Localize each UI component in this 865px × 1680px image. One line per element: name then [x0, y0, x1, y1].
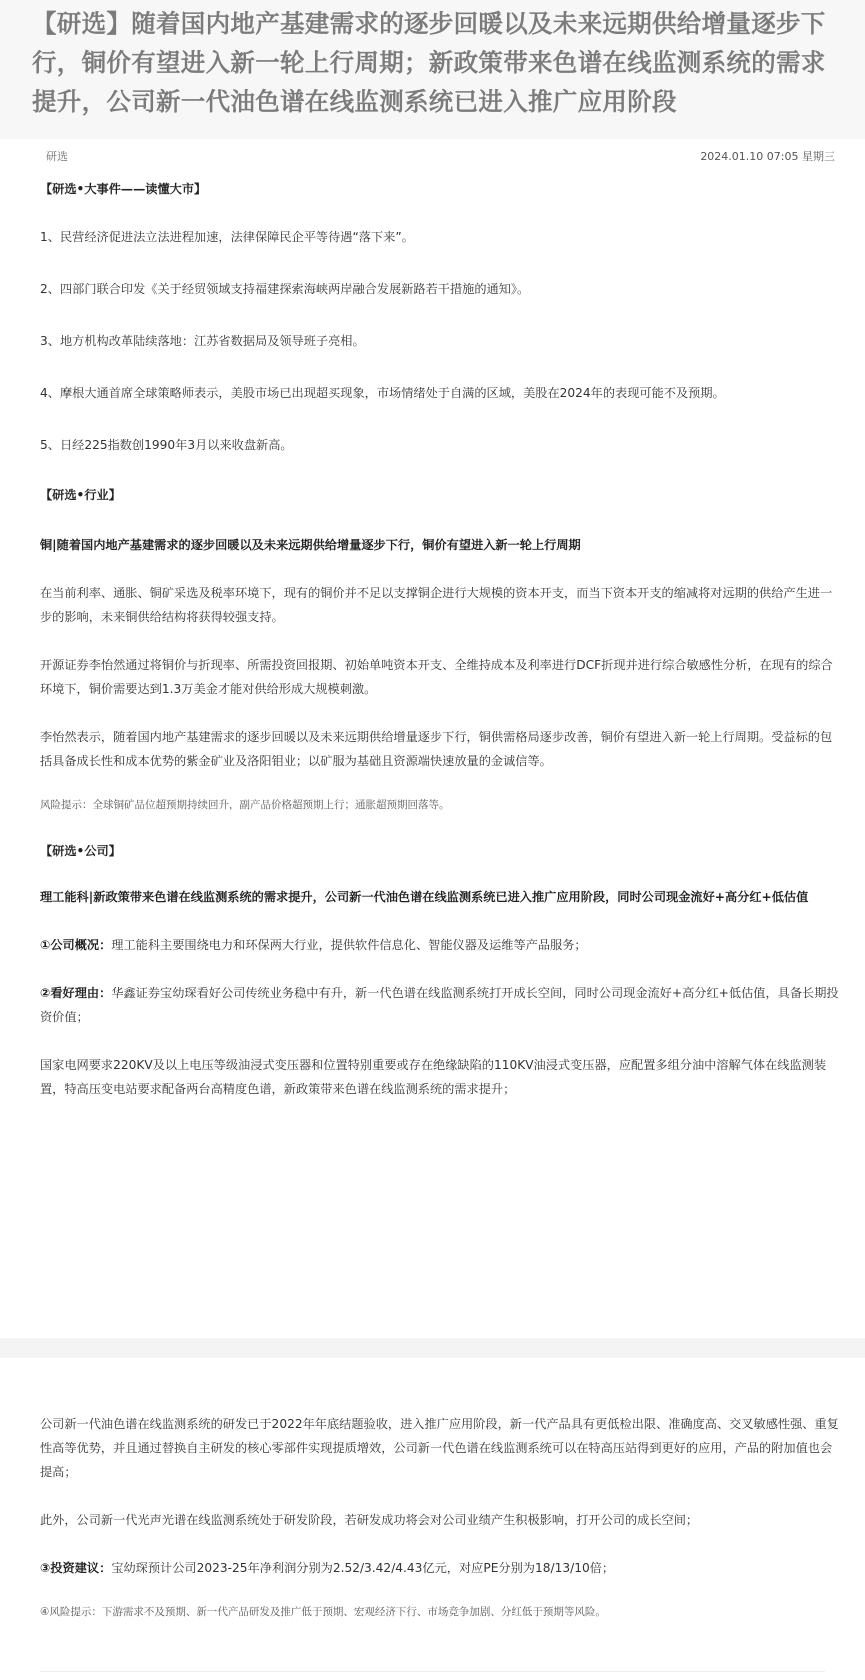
industry-risk-note: 风险提示：全球铜矿品位超预期持续回升，副产品价格超预期上行；通胀超预期回落等。: [40, 799, 450, 811]
company-paragraph: 此外，公司新一代光声光谱在线监测系统处于研发阶段，若研发成功将会对公司业绩产生积极影响，打开公司的成长空间；: [40, 1513, 699, 1527]
reason-text: 华鑫证券宝幼琛看好公司传统业务稳中有升，新一代色谱在线监测系统打开成长空间，同时公司现金流好+高分红+低估值，具备长期投资价值；: [40, 986, 839, 1024]
invest-text: 宝幼琛预计公司2023-25年净利润分别为2.52/3.42/4.43亿元，对应PE分别为18/13/10倍；: [111, 1561, 615, 1575]
company-paragraph: 国家电网要求220KV及以上电压等级油浸式变压器和位置特别重要或存在绝缘缺陷的110KV油浸式变压器，应配置多组分油中溶解气体在线监测装置，特高压变电站要求配备两台高精度色谱，新政策带来色谱在线监测系统的需求提升；: [40, 1058, 827, 1096]
event-item: 3、地方机构改革陆续落地：江苏省数据局及领导班子亮相。: [40, 334, 365, 348]
overview-label: ①公司概况：: [40, 938, 112, 952]
company-reason: [40, 981, 841, 1029]
company-subheading: 理工能科|新政策带来色谱在线监测系统的需求提升，公司新一代油色谱在线监测系统已进入推广应用阶段，同时公司现金流好+高分红+低估值: [40, 890, 809, 904]
overview-text: 理工能科主要围绕电力和环保两大行业，提供软件信息化、智能仪器及运维等产品服务；: [111, 938, 587, 952]
industry-subheading: 铜|随着国内地产基建需求的逐步回暖以及未来远期供给增量逐步下行，铜价有望进入新一轮上行周期: [40, 538, 581, 552]
events-heading: 【研选•大事件——读懂大市】: [40, 182, 207, 196]
article-body: [0, 177, 865, 1101]
company-paragraph: 公司新一代油色谱在线监测系统的研发已于2022年年底结题验收，进入推广应用阶段，新一代产品具有更低检出限、准确度高、交叉敏感性强、重复性高等优势，并且通过替换自主研发的核心零部件实现提质增效，公司新一代色谱在线监测系统可以在特高压站得到更好的应用，产品的附加值也会提高；: [40, 1417, 839, 1479]
bottom-divider: [40, 1671, 825, 1672]
industry-heading: 【研选•行业】: [40, 488, 121, 502]
article-meta: [0, 139, 865, 173]
event-item: 2、四部门联合印发《关于经贸领域支持福建探索海峡两岸融合发展新路若干措施的通知》。: [40, 282, 530, 296]
industry-paragraph: 李怡然表示，随着国内地产基建需求的逐步回暖以及未来远期供给增量逐步下行，铜供需格局逐步改善，铜价有望进入新一轮上行周期。受益标的包括具备成长性和成本优势的紫金矿业及洛阳钼业；以矿服为基础且资源端快速放量的金诚信等。: [40, 730, 833, 768]
event-item: 4、摩根大通首席全球策略师表示，美股市场已出现超买现象，市场情绪处于自满的区域，美股在2024年的表现可能不及预期。: [40, 386, 725, 400]
reason-label: ②看好理由：: [40, 986, 112, 1000]
event-item: 5、日经225指数创1990年3月以来收盘新高。: [40, 438, 293, 452]
industry-paragraph: 开源证券李怡然通过将铜价与折现率、所需投资回报期、初始单吨资本开支、全维持成本及利率进行DCF折现并进行综合敏感性分析，在现有的综合环境下，铜价需要达到1.3万美金才能对供给形成大规模刺激。: [40, 658, 833, 696]
company-risk-note: ④风险提示：下游需求不及预期、新一代产品研发及推广低于预期、宏观经济下行、市场竞争加剧、分红低于预期等风险。: [40, 1606, 606, 1618]
company-invest-advice: [40, 1556, 841, 1580]
company-overview: [40, 933, 841, 957]
event-item: 1、民营经济促进法立法进程加速，法律保障民企平等待遇“落下来”。: [40, 230, 414, 244]
company-heading: 【研选•公司】: [40, 844, 121, 858]
article-datetime: 2024.01.10 07:05 星期三: [700, 150, 835, 163]
article-source[interactable]: 研选: [46, 150, 68, 163]
industry-paragraph: 在当前利率、通胀、铜矿采选及税率环境下，现有的铜价并不足以支撑铜企进行大规模的资本开支，而当下资本开支的缩减将对远期的供给产生进一步的影响，未来铜供给结构将获得较强支持。: [40, 586, 833, 624]
article-body-continued: [40, 1412, 841, 1624]
article-title: 【研选】随着国内地产基建需求的逐步回暖以及未来远期供给增量逐步下行，铜价有望进入新一轮上行周期；新政策带来色谱在线监测系统的需求提升，公司新一代油色谱在线监测系统已进入推广应用阶段: [32, 9, 826, 116]
invest-label: ③投资建议：: [40, 1561, 112, 1575]
section-divider-band: [0, 1338, 865, 1358]
article-header: [0, 0, 865, 139]
